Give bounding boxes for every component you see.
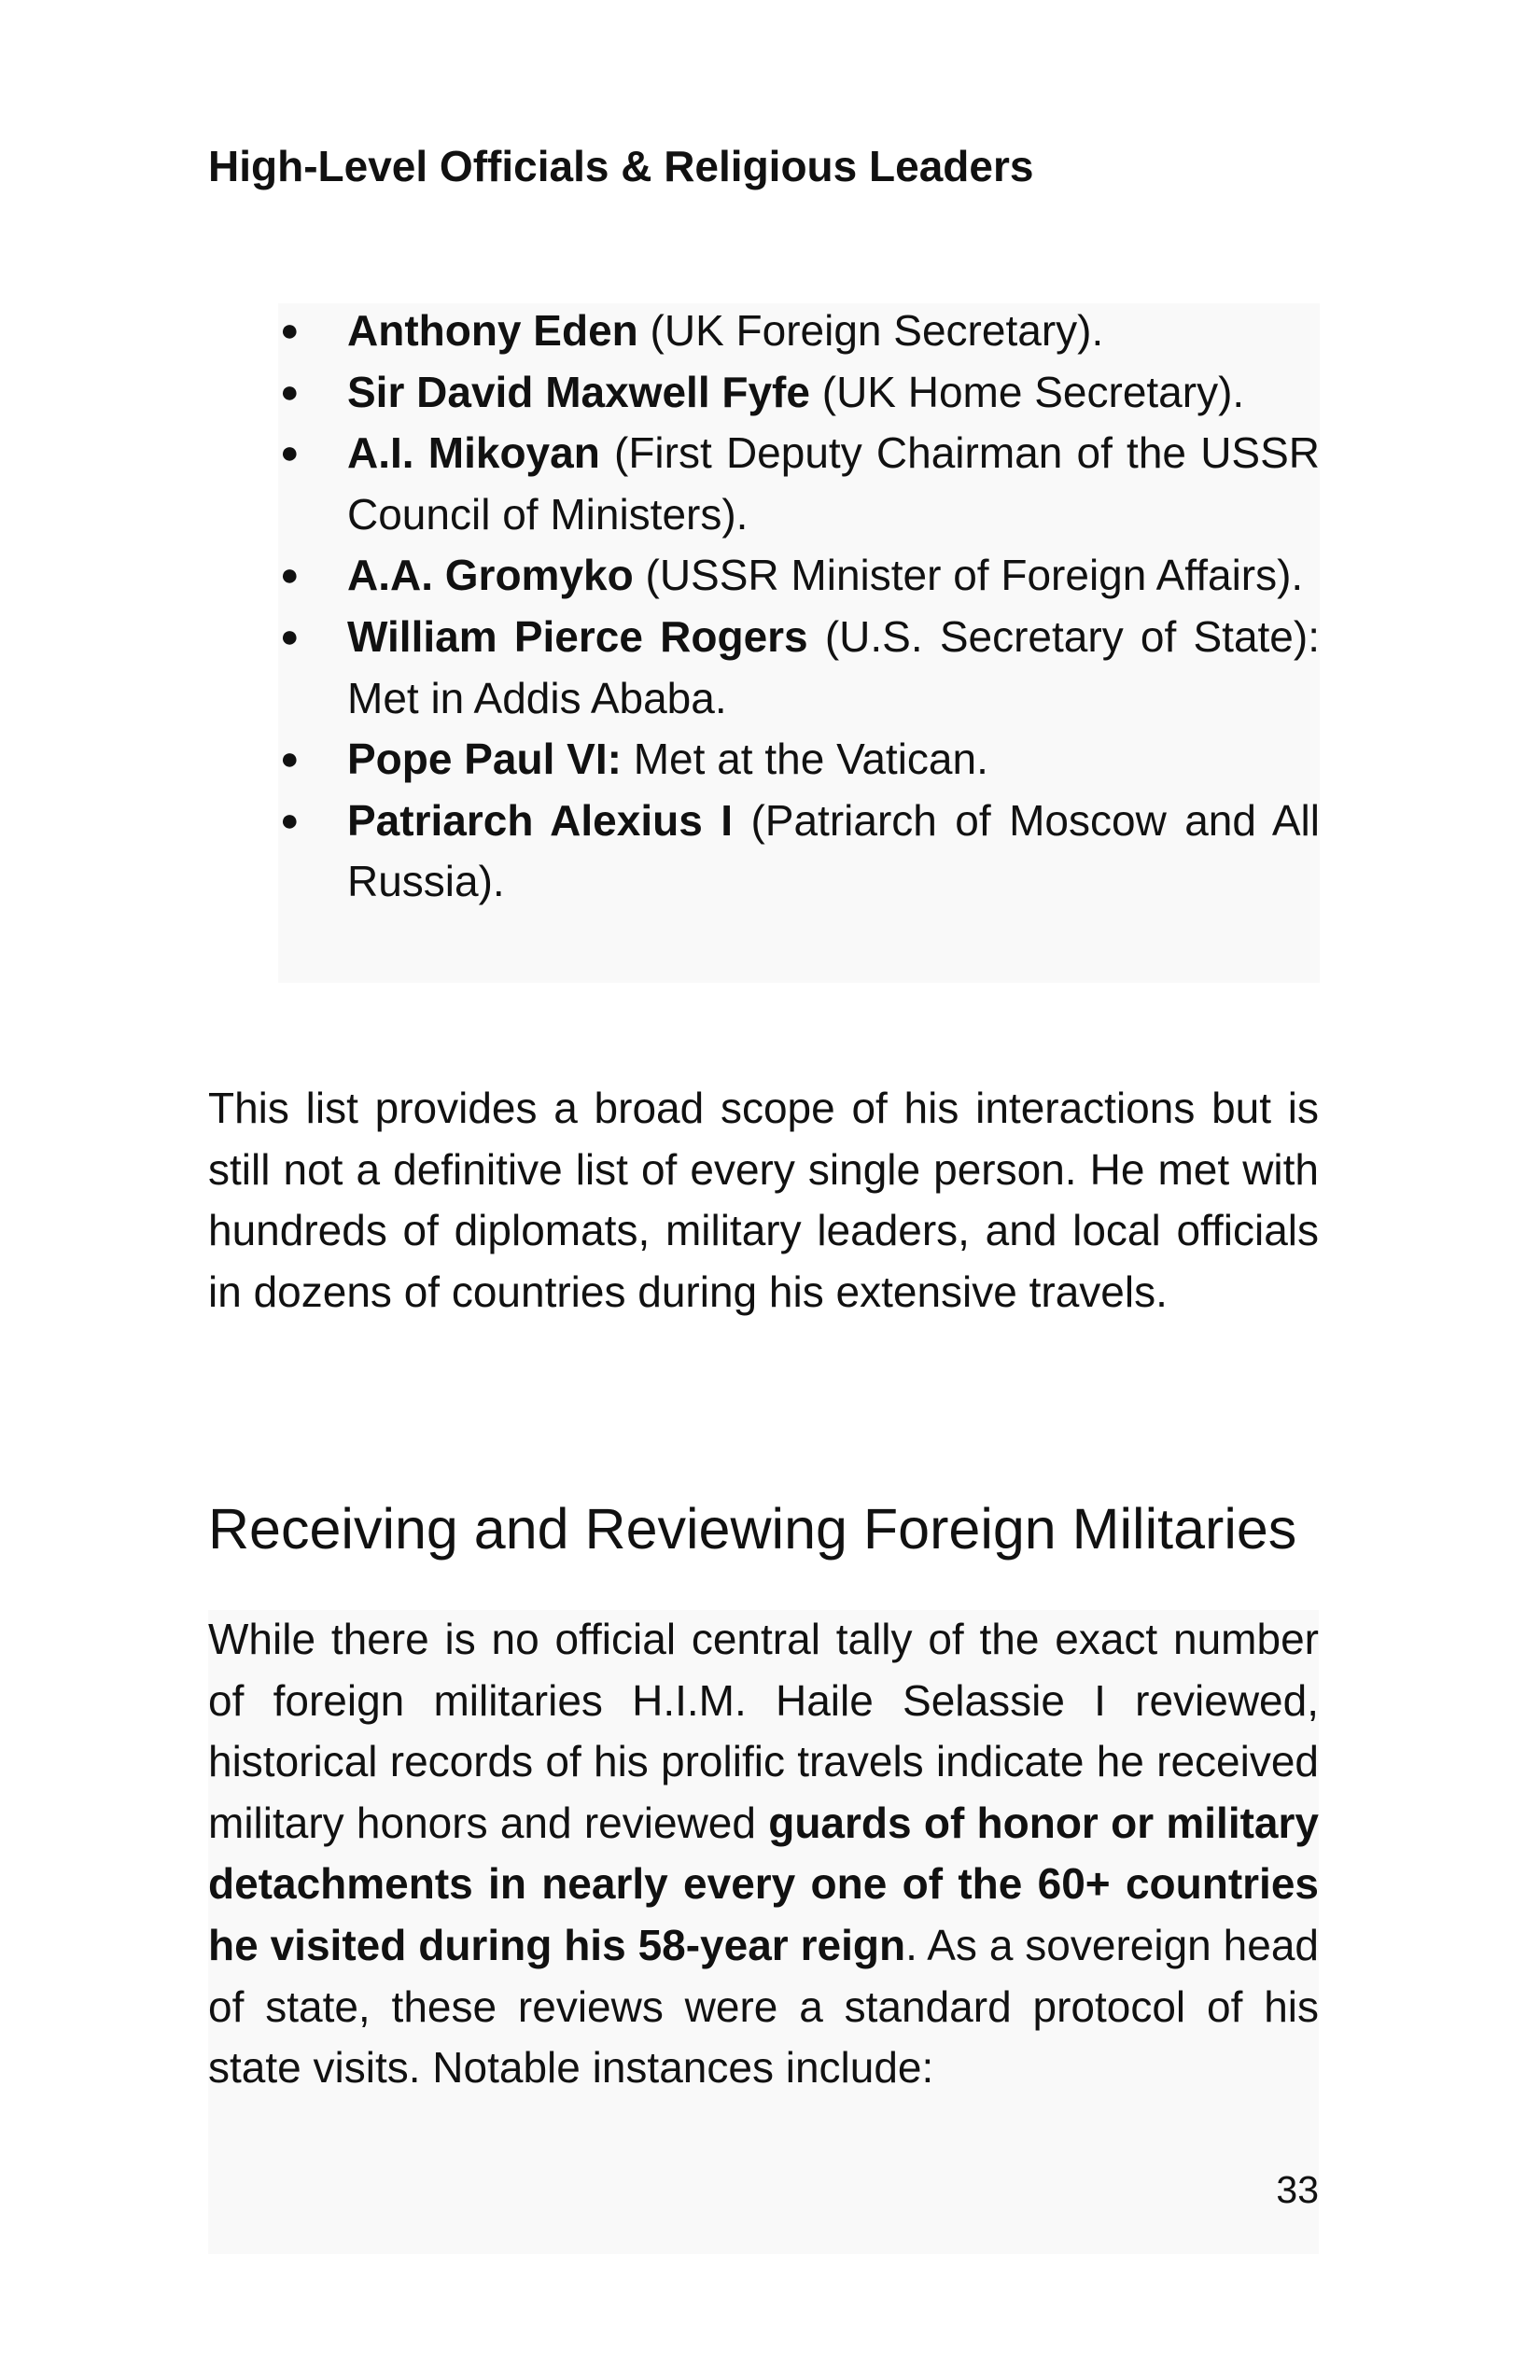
official-name: Patriarch Alexius I	[347, 795, 734, 845]
official-name: A.I. Mikoyan	[347, 428, 600, 478]
list-item	[278, 607, 1320, 729]
official-name: William Pierce Rogers	[347, 611, 808, 661]
official-detail: (UK Home Secretary).	[809, 367, 1245, 416]
official-name: Pope Paul VI:	[347, 735, 622, 784]
bullet-icon: ●	[280, 557, 300, 594]
military-paragraph-emphasis: guards of honor or military detachments in nearly every one of the 60+ countries he visited during his 58-year reign	[208, 1798, 1319, 1969]
bullet-icon: ●	[280, 313, 300, 348]
bullet-icon: ●	[280, 802, 300, 838]
official-detail: (U.S. Secretary of State): Met in Addis Ababa.	[347, 611, 1320, 722]
military-paragraph-intro: While there is no official central tally of the exact number of foreign militaries H.I.M. Haile Selassie I reviewed, historical records of his prolific travels indicate he received military honors and reviewed	[208, 1615, 1319, 1847]
summary-paragraph: This list provides a broad scope of his interactions but is still not a definitive list of every single person. He met with hundreds of diplomats, military leaders, and local officials in dozens of countries during his extensive travels.	[208, 1084, 1319, 1316]
subheading: Receiving and Reviewing Foreign Militaries	[208, 1497, 1297, 1561]
page-number: 33	[1276, 2168, 1319, 2211]
official-name: A.A. Gromyko	[347, 551, 634, 600]
official-name: Sir David Maxwell Fyfe	[347, 367, 810, 416]
official-name: Anthony Eden	[347, 306, 638, 355]
list-item	[278, 362, 1320, 424]
bullet-icon: ●	[280, 741, 300, 777]
section-heading: High-Level Officials & Religious Leaders	[208, 142, 1034, 190]
bullet-icon: ●	[280, 618, 300, 654]
list-item	[278, 423, 1320, 545]
list-item	[278, 545, 1320, 607]
bullet-icon: ●	[280, 373, 300, 410]
military-paragraph-outro: . As a sovereign head of state, these reviews were a standard protocol of his state visits. Notable instances include:	[208, 1920, 1319, 2093]
official-detail: (First Deputy Chairman of the USSR Council of Ministers).	[347, 428, 1321, 539]
list-item	[278, 729, 1320, 791]
official-detail: Met at the Vatican.	[621, 735, 988, 784]
list-item	[278, 301, 1320, 362]
officials-list	[278, 301, 1320, 913]
list-item	[278, 791, 1320, 913]
official-detail: (Patriarch of Moscow and All Russia).	[347, 795, 1320, 906]
military-paragraph	[208, 1609, 1319, 2099]
official-detail: (UK Foreign Secretary).	[637, 306, 1104, 355]
official-detail: (USSR Minister of Foreign Affairs).	[633, 551, 1304, 600]
bullet-icon: ●	[280, 435, 300, 471]
